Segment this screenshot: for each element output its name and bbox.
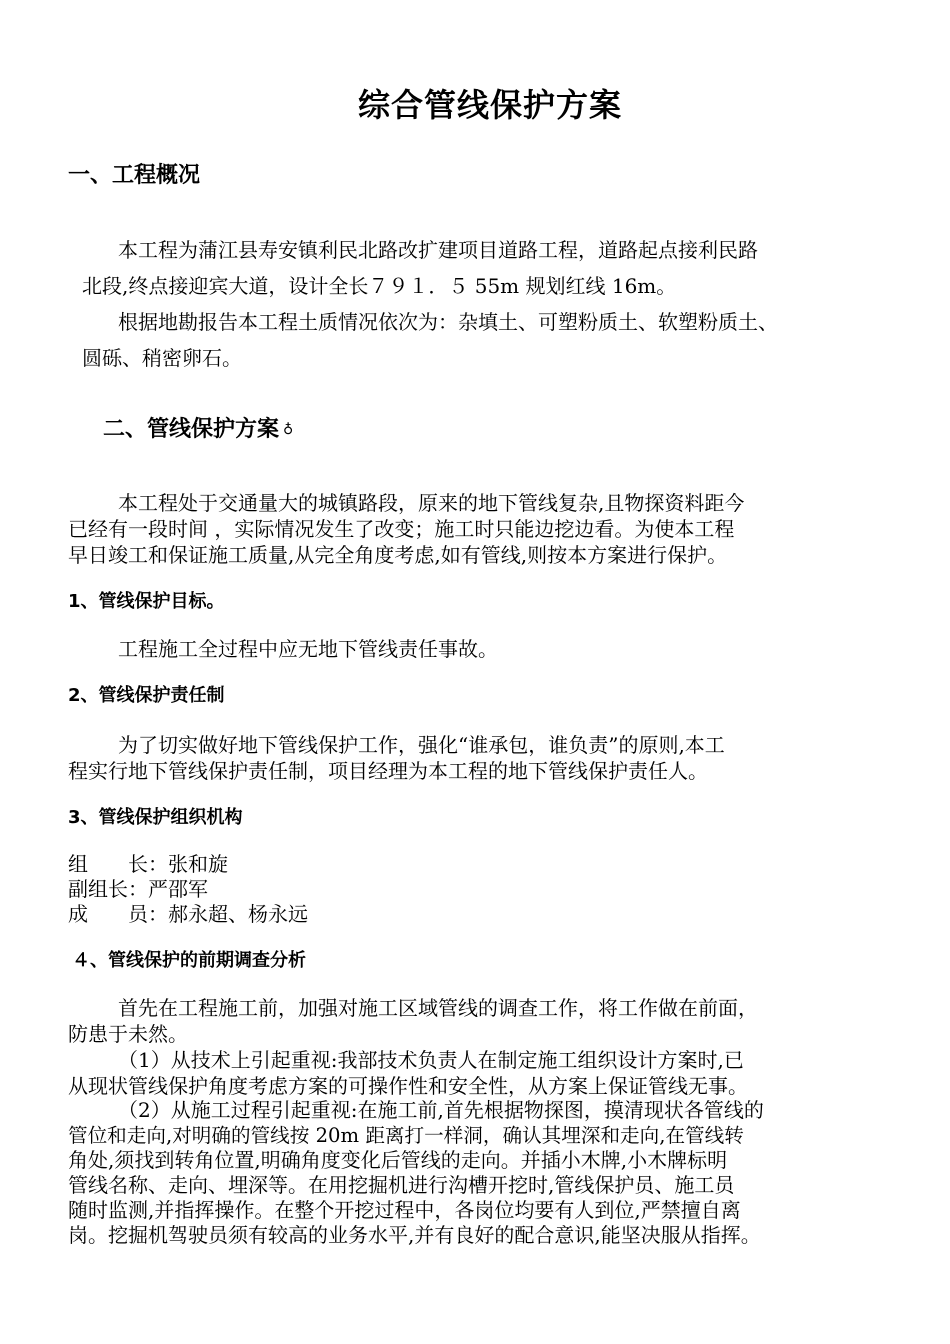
- item-2-line-4: 管线名称、走向、埋深等。在用挖掘机进行沟槽开挖时,管线保护员、施工员: [68, 1173, 735, 1197]
- section-2-intro-line-3: 早日竣工和保证施工质量,从完全角度考虑,如有管线,则按本方案进行保护。: [68, 543, 728, 567]
- subsection-4-intro-line-1: 首先在工程施工前，加强对施工区域管线的调查工作，将工作做在前面，: [118, 996, 758, 1020]
- org-leader: 组 长：张和旋: [68, 852, 228, 876]
- section-1-paragraph-1-line-1: 本工程为蒲江县寿安镇利民北路改扩建项目道路工程，道路起点接利民路: [118, 238, 758, 262]
- item-2-line-2: 管位和走向,对明确的管线按 20m 距离打一样洞，确认其埋深和走向,在管线转: [68, 1124, 744, 1147]
- item-2-line-1: （2）从施工过程引起重视:在施工前,首先根据物探图，摸清现状各管线的: [118, 1098, 764, 1122]
- subsection-2-line-2: 程实行地下管线保护责任制，项目经理为本工程的地下管线保护责任人。: [68, 759, 708, 783]
- section-2-heading: [103, 412, 293, 443]
- subsection-1-text: 工程施工全过程中应无地下管线责任事故。: [118, 637, 498, 661]
- section-1-paragraph-2-line-1: 根据地勘报告本工程土质情况依次为：杂填土、可塑粉质土、软塑粉质土、: [118, 310, 778, 334]
- subsection-4-intro-line-2: 防患于未然。: [68, 1022, 188, 1046]
- item-2-line-6: 岗。挖掘机驾驶员须有较高的业务水平,并有良好的配合意识,能坚决服从指挥。: [68, 1223, 761, 1247]
- section-2-intro-line-1: 本工程处于交通量大的城镇路段，原来的地下管线复杂,且物探资料距今: [118, 491, 745, 515]
- subsection-3-heading: 3、管线保护组织机构: [68, 807, 243, 828]
- org-deputy-leader: 副组长：严邵军: [68, 877, 208, 901]
- subsection-2-line-1: 为了切实做好地下管线保护工作，强化“谁承包，谁负责”的原则,本工: [118, 733, 725, 757]
- subsection-1-heading: 1、管线保护目标。: [68, 591, 225, 612]
- subsection-2-heading: 2、管线保护责任制: [68, 685, 225, 706]
- section-2-heading-text: 二、管线保护方案: [103, 417, 280, 442]
- section-1-heading: 一、工程概况: [68, 163, 201, 188]
- document-title: 综合管线保护方案: [357, 86, 622, 124]
- paragraph-mark-icon: ♁: [283, 422, 294, 438]
- section-2-intro-line-2: 已经有一段时间 ，实际情况发生了改变；施工时只能边挖边看。为使本工程: [68, 517, 735, 541]
- item-2-line-5: 随时监测,并指挥操作。在整个开挖过程中，各岗位均要有人到位,严禁擅自离: [68, 1198, 741, 1222]
- item-1-line-2: 从现状管线保护角度考虑方案的可操作性和安全性，从方案上保证管线无事。: [68, 1074, 748, 1098]
- section-1-paragraph-2-line-2: 圆砾、稍密卵石。: [82, 346, 242, 370]
- item-2-line-3: 角处,须找到转角位置,明确角度变化后管线的走向。并插小木牌,小木牌标明: [68, 1148, 728, 1172]
- subsection-4-heading: ４、管线保护的前期调查分析: [72, 950, 306, 971]
- org-members: 成 员：郝永超、杨永远: [68, 902, 308, 926]
- item-1-line-1: （1）从技术上引起重视:我部技术负责人在制定施工组织设计方案时,已: [118, 1048, 744, 1072]
- section-1-paragraph-1-line-2: 北段,终点接迎宾大道，设计全长７９１．５ 55m 规划红线 16m。: [82, 274, 677, 298]
